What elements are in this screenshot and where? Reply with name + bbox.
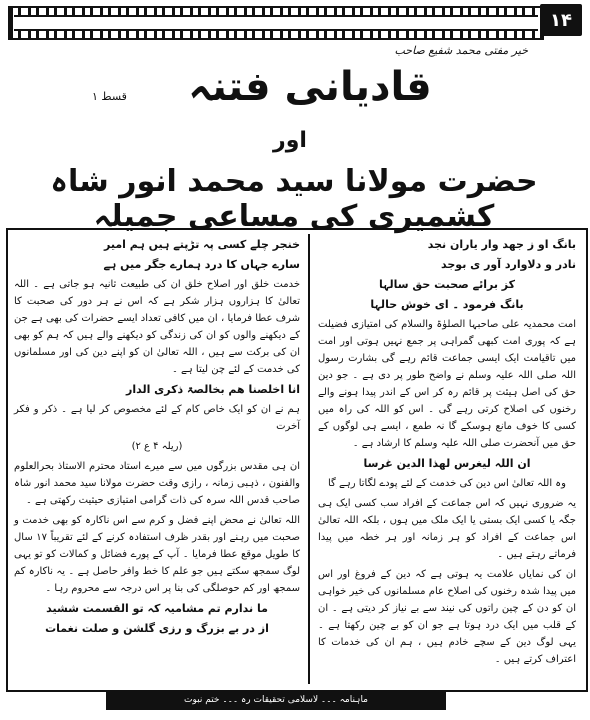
quran-translation: ہم نے ان کو ایک خاص کام کے لئے مخصوص کر لیا ہے ۔ ذکر و فکر آخرت bbox=[14, 404, 300, 432]
hadith-translation: وہ اللہ تعالیٰ اس دین کی خدمت کے لئے پودے لگاتا رہے گا bbox=[327, 478, 566, 489]
quran-reference: (ریلہ ۴ ع ۲) bbox=[131, 441, 183, 452]
quran-verse: انا اخلصنا ھم بخالصۃ ذکری الدار bbox=[125, 383, 300, 396]
verse-line: بانگ او ز جهد وار یاران نجد bbox=[427, 238, 576, 251]
paragraph: اللہ تعالیٰ نے محض اپنے فضل و کرم سے اس ناکارہ کو بھی خدمت و صحبت میں رہنے اور بقدر ظرف استفادہ کرنے کے لئے تقریباً ۱۷ سال کا طویل موقع عطا فرمایا ۔ آپ کے پورے فضائل و کمالات کو تو یہی لوگ سمجھ سکتے ہیں جو علم کا خط وافر حاصل ہے ۔ یہ ناکارہ کم سمجھ اور کم حوصلگی کی بنا پر اس درجہ سے محروم رہا ۔ bbox=[14, 515, 301, 594]
title-conjunction: اور bbox=[273, 128, 307, 153]
paragraph: امت محمدیہ علی صاحبہا الصلوٰۃ والسلام کی امتیازی فضیلت ہے کہ پوری امت کبھی گمراہی پر جمع نہیں ہوتی اور امت میں تاقیامت ایک ایسی جماعت قائم رہے گی بشارت رسول اللہ صلی اللہ علیہ وسلم نے واضح طور پر دی ہے ۔ جو دین حق کی اصل ہیئت پر قائم رہ کر اس کے اندر پیدا ہونے والے رخنوں کی اصلاح کرتی رہے گی ۔ اس کو اللہ کی راہ میں کسی کا خوف مانع ہوسکے گا نہ طمع ، ایسے ہی لوگوں کے حق میں آنحضرت صلی اللہ علیہ وسلم کا ارشاد ہے ۔ bbox=[318, 319, 576, 449]
left-column bbox=[14, 236, 300, 640]
column-divider bbox=[308, 234, 310, 684]
verse-line: سارے جہاں کا درد ہمارے جگر میں ہے bbox=[103, 258, 300, 271]
article-title: قادیانی فتنہ bbox=[188, 64, 432, 110]
paragraph: ان کی نمایاں علامت یہ ہوتی ہے کہ دین کے فروغ اور اس میں پیدا شدہ رخنوں کی اصلاح عام مسلمانوں کی خیر خواہی ان کو دن کے چین راتوں کی نیند سے بے نیاز کر دیتی ہے ۔ ان کے قلب میں ایک درد ہوتا ہے جو ان کو بے چین رکھتا ہے ۔ یہی لوگ دین کے سچے خادم ہیں ، ہم ان کی خدمات کا اعتراف کرتے ہیں ۔ bbox=[318, 569, 576, 665]
verse-line: بانگ فرمود ۔ ای خوش حالہا bbox=[370, 298, 524, 311]
author-credit: خیر مفتی محمد شفیع صاحب bbox=[394, 44, 528, 57]
verse-line: کز برائے صحبت حق سالہا bbox=[378, 278, 516, 291]
right-column bbox=[318, 236, 576, 671]
closing-verse: از در بے بزرگ و رزی گلشن و صلت نغمات bbox=[45, 622, 269, 635]
paragraph: یہ ضروری نہیں کہ اس جماعت کے افراد سب کسی ایک ہی جگہ یا کسی ایک بستی یا ایک ملک میں ہوں ، بلکہ اللہ تعالیٰ اس جماعت کے افراد کو ہر زمانہ اور ہر خطہ میں پیدا فرماتے رہتے ہیں ۔ bbox=[318, 498, 576, 560]
decorative-border bbox=[8, 6, 544, 40]
footer-banner: ماہنامہ ۔۔۔ لاسلامی تحقیقات رہ ۔۔۔ ختم نبوت bbox=[106, 690, 446, 710]
article-subtitle: حضرت مولانا سید محمد انور شاہ کشمیری کی مساعی جمیلہ bbox=[50, 164, 538, 234]
verse-line: نادر و دلاوارد آور ی بوجد bbox=[441, 258, 576, 271]
verse-line: خنجر چلے کسی پہ تڑپتے ہیں ہم امیر bbox=[103, 238, 300, 251]
paragraph: ان ہی مقدس بزرگوں میں سے میرے استاد محترم الاستاذ بحرالعلوم والفنون ، ذہبی زمانہ ، رازی وقت حضرت مولانا سید محمد انور شاہ صاحب قدس اللہ سرہ کی ذات گرامی امتیازی حیثیت رکھتی ہے ۔ bbox=[14, 461, 300, 506]
page-number: ۱۴ bbox=[540, 4, 582, 36]
closing-verse: ما ندارم تم مشامیہ کہ تو القسمت ششید bbox=[46, 602, 268, 615]
installment-label: قسط ۱ bbox=[92, 90, 127, 103]
hadith-quote: ان اللہ لیغرس لھذا الدین غرسا bbox=[363, 457, 531, 470]
paragraph: خدمت خلق اور اصلاح خلق ان کی طبیعت ثانیہ ہو جاتی ہے ۔ اللہ تعالیٰ کا ہزاروں ہزار شکر ہے کہ اس نے ہر دور کی صحبت کا شرف عطا فرمایا ، ان میں کافی تعداد ایسے حضرات کی بھی ہے جن کے دیکھنے والوں کو ان کی زندگی کو دیکھنے والے ہیں کہ ہم کو بھی ان کی برکت سے ہیں ، اللہ تعالیٰ ان کو اپنے دین کی اور مسلمانوں کی خدمت کے لئے چن لیتا ہے ۔ bbox=[14, 279, 300, 375]
